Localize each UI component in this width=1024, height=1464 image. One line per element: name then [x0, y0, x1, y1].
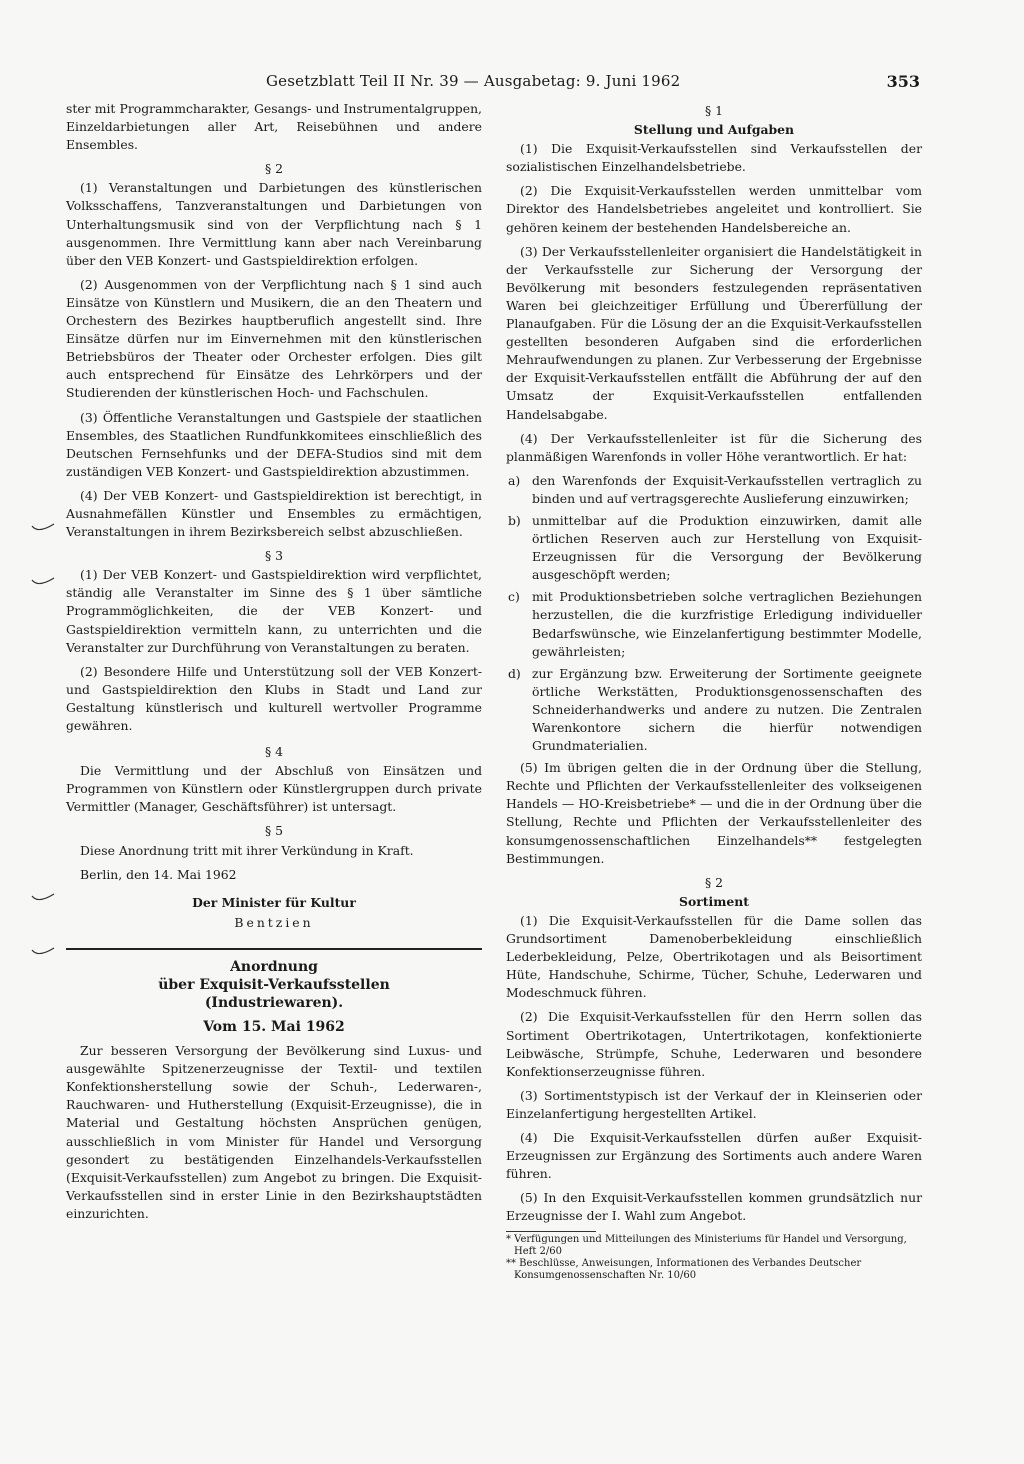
list-marker: a)	[508, 472, 521, 488]
section-heading: § 2	[264, 161, 284, 177]
paragraph: (1) Die Exquisit-Verkaufsstellen für die Dame sollen das Grundsortiment Damenoberbekleidung einschließlich Lederbekleidung, Pelze, Obertrikotagen und als Beisortiment Hüte, Handschuhe, Schirme, Tücher, Schuhe, Lederwaren und Modeschmuck führen.	[506, 912, 922, 1001]
signature-name: Bentzien	[234, 914, 314, 930]
paragraph: (3) Sortimentstypisch ist der Verkauf der in Kleinserien oder Einzelanfertigung hergestellten Artikel.	[506, 1087, 922, 1121]
header-title: Gesetzblatt Teil II Nr. 39 — Ausgabetag: 9. Juni 1962	[266, 72, 681, 90]
signature-role: Der Minister für Kultur	[192, 894, 356, 910]
section-title: Sortiment	[679, 893, 749, 909]
margin-check-mark	[30, 522, 56, 534]
list-item	[506, 512, 922, 584]
paragraph: (1) Der VEB Konzert- und Gastspieldirektion wird verpflichtet, ständig alle Veranstalter im Sinne des § 1 über sämtliche Programmöglichkeiten, die der VEB Konzert- und Gastspieldirektion vermitteln kann, zu unterrichten und die Veranstalter zur Durchführung von Veranstaltungen zu beraten.	[66, 567, 482, 655]
list-marker: b)	[508, 512, 521, 528]
list-text: zur Ergänzung bzw. Erweiterung der Sortimente geeignete örtliche Werkstätten, Produktionsgenossenschaften des Schneiderhandwerks und andere zu nutzen. Die Zentralen Warenkontore sichern die hierfür notwendigen Grundmaterialien.	[532, 665, 922, 754]
left-column	[66, 100, 482, 1229]
document-date: Vom 15. Mai 1962	[203, 1018, 345, 1035]
list-item	[506, 588, 922, 660]
separator-rule	[66, 948, 482, 950]
footnote: ** Beschlüsse, Anweisungen, Informationen des Verbandes Deutscher Konsumgenossenschaften Nr. 10/60	[506, 1258, 862, 1282]
document-title: über Exquisit-Verkaufsstellen	[158, 976, 390, 993]
paragraph: (2) Besondere Hilfe und Unterstützung soll der VEB Konzert- und Gastspieldirektion den Klubs in Stadt und Land zur Gestaltung künstlerisch und kulturell wertvoller Programme gewähren.	[66, 663, 482, 733]
list-item	[506, 472, 922, 508]
section-heading: § 2	[704, 874, 724, 890]
paragraph: (4) Der Verkaufsstellenleiter ist für die Sicherung des planmäßigen Warenfonds in voller Höhe verantwortlich. Er hat:	[506, 430, 922, 464]
preamble: Zur besseren Versorgung der Bevölkerung sind Luxus- und ausgewählte Spitzenerzeugnisse der Textil- und textilen Konfektionsherstellung sowie der Schuh-, Lederwaren-, Rauchwaren- und Hutherstellung (Exquisit-Erzeugnisse), die in Material und Gestaltung höchsten Ansprüchen genügen, ausschließlich in vom Minister für Handel und Versorgung gesondert zu bestätigenden Einzelhandels-Verkaufsstellen (Exquisit-Verkaufsstellen) zum Angebot zu bringen. Die Exquisit-Verkaufsstellen sind in erster Linie in den Bezirkshauptstädten einzurichten.	[66, 1043, 482, 1221]
margin-check-mark	[30, 892, 56, 904]
paragraph: (1) Die Exquisit-Verkaufsstellen sind Verkaufsstellen der sozialistischen Einzelhandelsbetriebe.	[506, 141, 922, 175]
list-item	[506, 665, 922, 755]
page-header	[66, 72, 920, 94]
list-text: den Warenfonds der Exquisit-Verkaufsstellen vertraglich zu binden und auf vertragsgerechte Auslieferung einzuwirken;	[532, 472, 922, 506]
paragraph: (3) Öffentliche Veranstaltungen und Gastspiele der staatlichen Ensembles, des Staatlichen Rundfunkkomitees einschließlich des Deutschen Fernsehfunks und der DEFA-Studios sind mit dem zuständigen VEB Konzert- und Gastspieldirektion abzustimmen.	[66, 409, 482, 479]
paragraph: (2) Die Exquisit-Verkaufsstellen werden unmittelbar vom Direktor des Handelsbetriebes angeleitet und kontrolliert. Sie gehören keinem der bestehenden Handelsbereiche an.	[506, 183, 922, 235]
footnote-rule	[506, 1231, 596, 1232]
list-text: unmittelbar auf die Produktion einzuwirken, damit alle örtlichen Reserven auch zur Herstellung von Exquisit-Erzeugnissen für die Versorgung der Bevölkerung ausgeschöpft werden;	[532, 512, 922, 583]
margin-check-mark	[30, 946, 56, 958]
paragraph: (4) Die Exquisit-Verkaufsstellen dürfen außer Exquisit-Erzeugnissen zur Ergänzung des Sortiments auch andere Waren führen.	[506, 1129, 922, 1182]
paragraph: (5) In den Exquisit-Verkaufsstellen kommen grundsätzlich nur Erzeugnisse der I. Wahl zum Angebot.	[506, 1190, 922, 1224]
section-heading: § 3	[264, 548, 284, 564]
right-column	[506, 100, 922, 1282]
intro-continuation: ster mit Programmcharakter, Gesangs- und Instrumentalgruppen, Einzeldarbietungen aller Art, Reisebühnen und andere Ensembles.	[66, 101, 482, 153]
section-heading: § 4	[264, 744, 284, 760]
section-heading: § 1	[704, 103, 724, 118]
paragraph: (1) Veranstaltungen und Darbietungen des künstlerischen Volksschaffens, Tanzveranstaltungen und Darbietungen von Unterhaltungsmusik sind von der Verpflichtung nach § 1 ausgenommen. Ihre Vermittlung kann aber nach Vereinbarung über den VEB Konzert- und Gastspieldirektion erfolgen.	[66, 180, 482, 268]
list-marker: d)	[508, 665, 521, 681]
margin-check-mark	[30, 576, 56, 588]
page-number: 353	[886, 72, 920, 91]
paragraph: Die Vermittlung und der Abschluß von Einsätzen und Programmen von Künstlern oder Künstlergruppen durch private Vermittler (Manager, Geschäftsführer) ist untersagt.	[66, 763, 482, 815]
document-title: (Industriewaren).	[204, 994, 344, 1011]
paragraph: (3) Der Verkaufsstellenleiter organisiert die Handelstätigkeit in der Verkaufsstelle zur Sicherung der Versorgung der Bevölkerung mit besonders festzulegenden repräsentativen Waren bei gleichzeitiger Erfüllung und Übererfüllung der Planaufgaben. Für die Lösung der an die Exquisit-Verkaufsstellen gestellten besonderen Aufgaben sind die erforderlichen Mehraufwendungen zu planen. Zur Verbesserung der Ergebnisse der Exquisit-Verkaufsstellen entfällt die Abführung der auf den Umsatz der Exquisit-Verkaufsstellen entfallenden Handelsabgabe.	[506, 243, 922, 422]
footnote: * Verfügungen und Mitteilungen des Ministeriums für Handel und Versorgung, Heft 2/60	[506, 1234, 907, 1258]
paragraph: Diese Anordnung tritt mit ihrer Verkündung in Kraft.	[80, 842, 414, 858]
paragraph: (2) Die Exquisit-Verkaufsstellen für den Herrn sollen das Sortiment Obertrikotagen, Untertrikotagen, konfektionierte Leibwäsche, Strümpfe, Schuhe, Lederwaren und besondere Konfektionserzeugnisse führen.	[506, 1009, 922, 1079]
document-title: Anordnung	[230, 958, 318, 975]
list-text: mit Produktionsbetrieben solche vertraglichen Beziehungen herzustellen, die die kurzfristige Erledigung individueller Bedarfswünsche, wie Einzelanfertigung bestimmter Modelle, gewährleisten;	[532, 589, 922, 659]
paragraph: (4) Der VEB Konzert- und Gastspieldirektion ist berechtigt, in Ausnahmefällen Künstler und Ensembles zu ermächtigen, Veranstaltungen in ihrem Bezirksbereich selbst abzuschließen.	[66, 487, 482, 540]
paragraph: (2) Ausgenommen von der Verpflichtung nach § 1 sind auch Einsätze von Künstlern und Musikern, die an den Theatern und Orchestern des Bezirkes hauptberuflich angestellt sind. Ihre Einsätze dürfen nur im Einvernehmen mit den künstlerischen Betriebsbüros der Theater oder Orchester erfolgen. Dies gilt auch entsprechend für Einsätze des Lehrkörpers und der Studierenden der künstlerischen Hoch- und Fachschulen.	[66, 276, 482, 401]
list-marker: c)	[508, 589, 520, 605]
section-title: Stellung und Aufgaben	[633, 122, 795, 138]
date-line: Berlin, den 14. Mai 1962	[80, 866, 237, 882]
paragraph: (5) Im übrigen gelten die in der Ordnung über die Stellung, Rechte und Pflichten der Verkaufsstellenleiter des volkseigenen Handels — HO-Kreisbetriebe* — und die in der Ordnung über die Stellung, Rechte und Pflichten der Verkaufsstellenleiter des konsumgenossenschaftlichen Einzelhandels** festgelegten Bestimmungen.	[506, 760, 922, 866]
section-heading: § 5	[264, 823, 284, 839]
